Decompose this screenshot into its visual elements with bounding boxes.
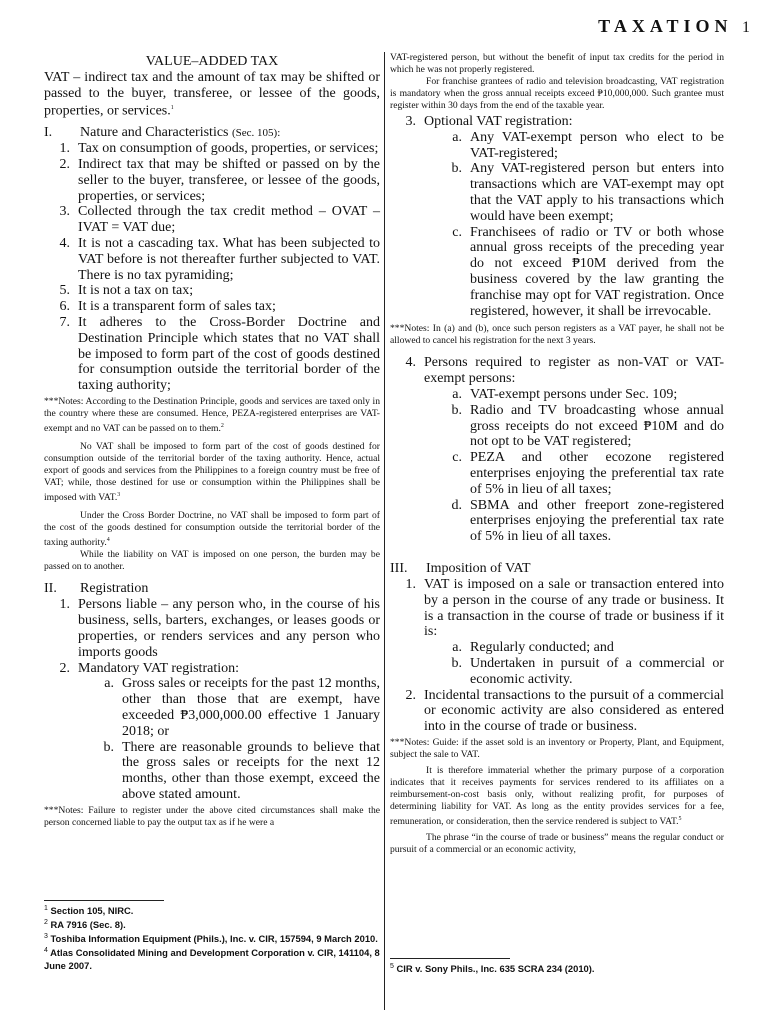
list-item-text: PEZA and other ecozone registered enterprises enjoying the preferential tax rate of 5% in lieu of all taxes; <box>470 450 724 497</box>
list-marker: 5. <box>59 283 70 299</box>
section-heading: I. Nature and Characteristics (Sec. 105): <box>44 125 281 141</box>
footnote <box>44 945 380 971</box>
list-item-text: It is not a tax on tax; <box>78 283 194 299</box>
section-heading: II. Registration <box>44 581 149 597</box>
footnote <box>390 961 724 975</box>
list-item-text: Radio and TV broadcasting whose annual gross receipts do not exceed ₱10M and do not opt to be VAT registered; <box>470 402 724 450</box>
footnote-text: Section 105, NIRC. <box>47 905 134 917</box>
sub-list <box>436 387 724 545</box>
footnote <box>44 917 380 931</box>
note: ***Notes: According to the Destination Principle, goods and services are taxed only in the country where these are consumed. Hence, PEZA-registered enterprises are VAT-exempt and no VAT can be passed on to them.$^2$ <box>44 395 380 435</box>
list-item <box>390 577 724 640</box>
list-item-text: Indirect tax that may be shifted or passed on by the seller to the buyer, transferee, or lessee of the goods, properties, or services; <box>78 156 380 204</box>
list-item-text: Tax on consumption of goods, properties, or services; <box>78 141 379 157</box>
sub-list <box>436 130 724 320</box>
list <box>390 114 724 130</box>
sub-list <box>88 676 380 802</box>
list-marker: a. <box>452 640 462 656</box>
list-item-text: Incidental transactions to the pursuit of a commercial or economic activity are also considered as entered into in the course of trade or business. <box>424 687 724 735</box>
list <box>390 355 724 387</box>
footnotes <box>390 961 724 975</box>
list-item-text: Regularly conducted; and <box>470 640 614 656</box>
sub-list-item <box>436 403 724 450</box>
list-item <box>44 299 380 315</box>
footnote-number: 5 <box>390 963 394 970</box>
footnote-separator <box>44 900 164 901</box>
left-column <box>44 54 380 829</box>
note: While the liability on VAT is imposed on one person, the burden may be passed on to another. <box>44 549 380 573</box>
sub-list-item <box>88 740 380 803</box>
footnotes <box>44 903 380 972</box>
list-item-text: It adheres to the Cross-Border Doctrine and Destination Principle which states that no VAT shall be imposed to form part of the cost of goods destined for consumption outside the territorial border of the taxing authority; <box>78 314 380 394</box>
note: ***Notes: In (a) and (b), once such person registers as a VAT payer, he shall not be allowed to cancel his registration for the next 3 years. <box>390 323 724 347</box>
list-item-text: VAT is imposed on a sale or transaction entered into by a person in the course of any trade or business. It is a transaction in the course of trade or business if it is: <box>424 576 724 640</box>
footnote <box>44 931 380 945</box>
footnote-number: 2 <box>44 919 48 927</box>
list-marker: 2. <box>405 687 416 703</box>
footnote-text: RA 7916 (Sec. 8). <box>47 919 126 931</box>
list-item <box>390 688 724 735</box>
list-item-text: It is a transparent form of sales tax; <box>78 299 276 315</box>
list-marker: 2. <box>59 660 70 676</box>
list-item <box>390 355 724 387</box>
footnote-number: 4 <box>44 947 48 955</box>
list-item <box>44 236 380 283</box>
list-item-text: Any VAT-exempt person who elect to be VAT-registered; <box>470 129 724 161</box>
list-item-text: Optional VAT registration: <box>424 114 573 129</box>
list-item-text: Persons required to register as non-VAT or VAT-exempt persons: <box>424 355 724 387</box>
list-marker: 4. <box>405 355 416 371</box>
list-item-text: Franchisees of radio or TV or both whose annual gross receipts of the preceding year do not exceed ₱10M derived from the business covered by the law granting the franchise may opt for VAT registration. Once registered, however, it shall be irrevocable. <box>470 224 724 319</box>
list-marker: 3. <box>59 204 70 220</box>
list-marker: 7. <box>59 314 70 330</box>
list-item-text: Any VAT-registered person but enters into transactions which are VAT-exempt may opt that the VAT apply to his transactions which would have been exempt; <box>470 161 724 224</box>
right-column <box>390 52 724 856</box>
intro-paragraph: VAT – indirect tax and the amount of tax may be shifted or passed to the buyer, transferee, or lessee of the goods, properties, or services.$^1$ <box>44 70 380 119</box>
page-header <box>598 16 750 37</box>
list-item <box>44 141 380 157</box>
list-marker: c. <box>452 450 462 466</box>
section-heading: III. Imposition of VAT <box>390 560 531 576</box>
sub-list-item <box>436 161 724 224</box>
list-marker: 1. <box>59 597 70 613</box>
list-item-text: VAT-exempt persons under Sec. 109; <box>470 386 678 402</box>
note: ***Notes: Guide: if the asset sold is an inventory or Property, Plant, and Equipment, subject the sale to VAT. <box>390 736 724 760</box>
list-marker: b. <box>451 655 462 671</box>
footnote-number: 3 <box>44 933 48 941</box>
list-item <box>390 114 724 130</box>
footnote <box>44 903 380 917</box>
footnote-separator <box>390 958 510 959</box>
list-marker: b. <box>451 161 462 177</box>
list-marker: a. <box>452 129 462 145</box>
list-marker: 4. <box>59 235 70 251</box>
sub-list-item <box>436 450 724 497</box>
list-marker: a. <box>452 386 462 402</box>
list-item-text: There are reasonable grounds to believe that the gross sales or receipts for the next 12 months, other than those exempt, exceed the above stated amount. <box>122 739 380 803</box>
list <box>390 688 724 735</box>
list-marker: 6. <box>59 299 70 315</box>
sub-list-item <box>436 387 724 403</box>
header-title: TAXATION <box>598 16 733 36</box>
list-marker: 1. <box>405 576 416 592</box>
list-item <box>44 204 380 236</box>
sub-list-item <box>88 676 380 739</box>
list-item <box>44 661 380 677</box>
note: For franchise grantees of radio and television broadcasting, VAT registration is mandatory when the gross annual receipts exceed ₱10,000,000. Such grantee must register within 30 days from the end of the taxable year. <box>390 76 724 111</box>
document-title: VALUE–ADDED TAX <box>145 54 279 69</box>
footnote-number: 1 <box>44 905 48 912</box>
column-divider <box>384 52 385 1010</box>
sub-list-item <box>436 130 724 162</box>
sub-list-item <box>436 225 724 320</box>
list <box>390 577 724 640</box>
sub-list-item <box>436 640 724 656</box>
list-item <box>44 597 380 660</box>
footnote-text: CIR v. Sony Phils., Inc. 635 SCRA 234 (2010). <box>393 963 595 975</box>
note: VAT-registered person, but without the benefit of input tax credits for the period in which he was not properly registered. <box>390 52 724 75</box>
list-marker: a. <box>104 676 114 692</box>
sub-list <box>436 640 724 687</box>
note: The phrase “in the course of trade or business” means the regular conduct or pursuit of a commercial or an economic activity, <box>390 832 724 856</box>
list <box>44 141 380 394</box>
list-marker: 1. <box>59 141 70 157</box>
list <box>44 597 380 676</box>
list-item-text: SBMA and other freeport zone-registered enterprises enjoying the preferential tax rate of 5% in lieu of all taxes. <box>470 497 724 545</box>
list-marker: 3. <box>405 114 416 129</box>
list-marker: c. <box>452 224 462 240</box>
list-item <box>44 283 380 299</box>
list-item-text: Undertaken in pursuit of a commercial or economic activity. <box>470 655 724 687</box>
list-marker: b. <box>103 739 114 755</box>
list-item-text: It is not a cascading tax. What has been subjected to VAT before is not thereafter further subjected to VAT. There is no tax pyramiding; <box>78 235 380 283</box>
sub-list-item <box>436 656 724 688</box>
list-item <box>44 315 380 394</box>
note: It is therefore immaterial whether the primary purpose of a corporation indicates that it receives payments for services rendered to its affiliates on a reimbursement-on-cost basis only, without realizing profit, for purposes of determining liability for VAT. As long as the entity provides services for a fee, remuneration, or consideration, then the service rendered is subject to VAT.$^5$ <box>390 764 724 828</box>
list-item-text: Persons liable – any person who, in the course of his business, sells, barters, exchanges, or leases goods or properties, or renders services and any person who imports goods <box>78 597 380 660</box>
list-item-text: Mandatory VAT registration: <box>78 660 239 676</box>
note: Under the Cross Border Doctrine, no VAT shall be imposed to form part of the cost of the goods destined for consumption outside the territorial border of the taxing authority.$^4$ <box>44 510 380 549</box>
list-item-text: Gross sales or receipts for the past 12 months, other than those that are exempt, have exceeded ₱3,000,000.00 effective 1 January 2018; or <box>122 676 380 739</box>
note: No VAT shall be imposed to form part of the cost of goods destined for consumption outside of the territorial border of the taxing authority. Hence, actual export of goods and services from the Philippines to a foreign country must be free of VAT; while, those destined for use or consumption within the Philippines shall be imposed with VAT.$^3$ <box>44 441 380 504</box>
list-item-text: Collected through the tax credit method – OVAT – IVAT = VAT due; <box>78 204 380 236</box>
sub-list-item <box>436 498 724 545</box>
list-marker: 2. <box>59 156 70 172</box>
note: ***Notes: Failure to register under the above cited circumstances shall make the person concerned liable to pay the output tax as if he were a <box>44 804 380 828</box>
footnote-text: Toshiba Information Equipment (Phils.), Inc. v. CIR, 157594, 9 March 2010. <box>47 933 378 945</box>
list-marker: d. <box>451 497 462 513</box>
list-marker: b. <box>451 402 462 418</box>
footnote-text: Atlas Consolidated Mining and Development Corporation v. CIR, 141104, 8 June 2007. <box>44 947 380 971</box>
page-number: 1 <box>742 19 750 36</box>
list-item <box>44 157 380 204</box>
